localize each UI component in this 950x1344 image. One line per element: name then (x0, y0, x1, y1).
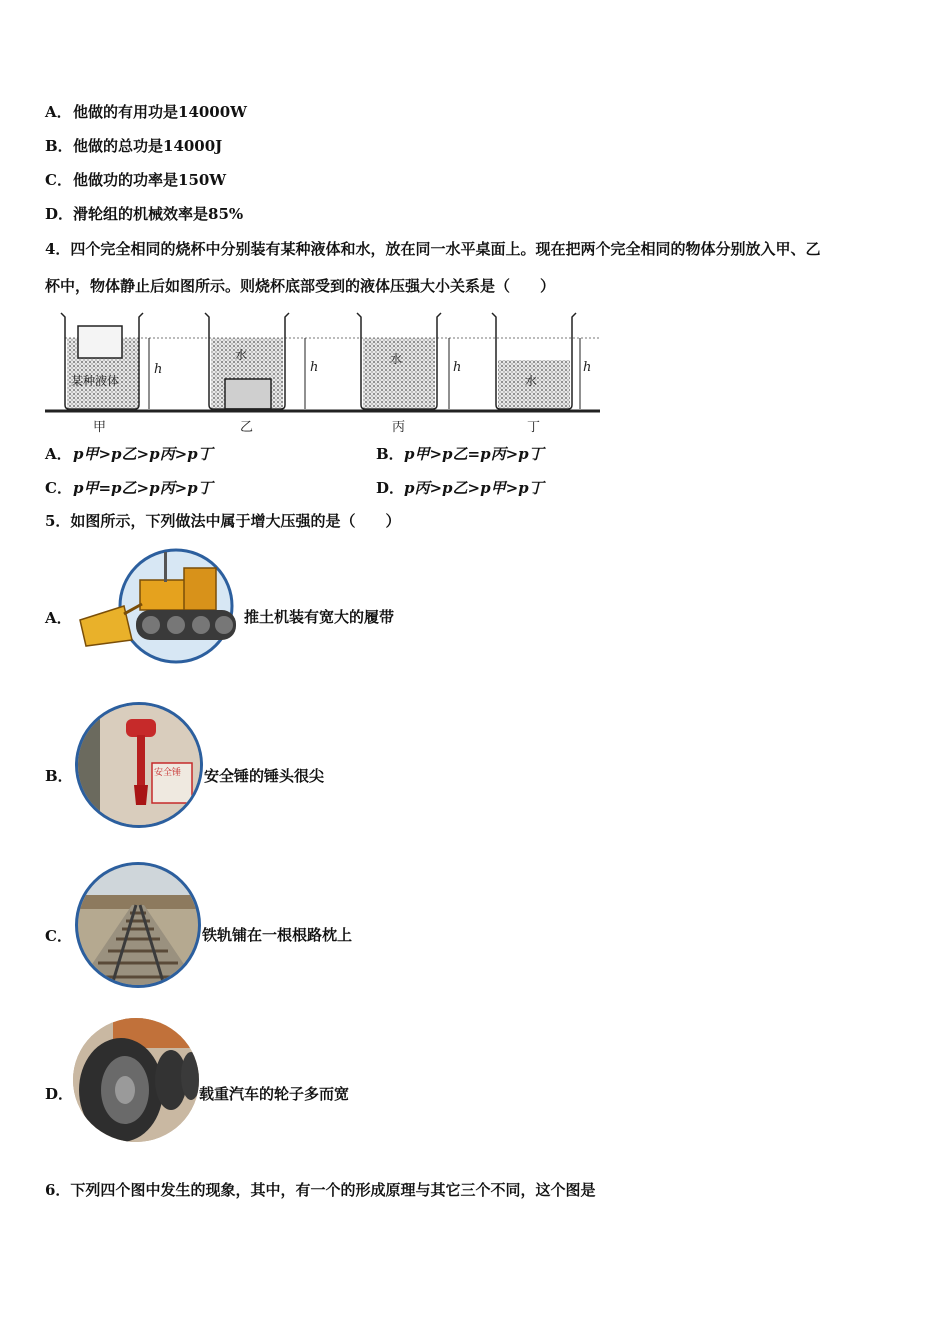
option-letter: D． (45, 205, 74, 223)
q4-option-c[interactable] (45, 478, 213, 498)
option-text: p丙>p乙>p甲>p丁 (404, 479, 544, 497)
beaker-label-bing: 丙 (392, 420, 406, 435)
option-letter: C． (45, 479, 72, 497)
q3-option-a[interactable] (45, 102, 247, 122)
q5-option-b-caption: 安全锤的锤头很尖 (204, 767, 325, 785)
beaker-label-yi: 乙 (240, 420, 254, 435)
q5-option-d-letter[interactable]: D． (45, 1085, 74, 1103)
beaker-jia (61, 313, 149, 409)
bulldozer-image (76, 548, 246, 668)
option-text: 他做功的功率是150W (73, 171, 227, 189)
height-label: h (310, 360, 319, 375)
beaker-yi (205, 313, 305, 409)
q4-stem-line2: 杯中，物体静止后如图所示。则烧杯底部受到的液体压强大小关系是（ ） (45, 277, 556, 295)
safety-hammer-image (75, 702, 203, 828)
safety-hammer-sign: 安全锤 (154, 768, 182, 778)
option-letter: B． (376, 445, 404, 463)
liquid-label-bing: 水 (390, 352, 403, 366)
option-text: 他做的总功是14000J (73, 137, 223, 155)
option-text: p甲>p乙=p丙>p丁 (404, 445, 544, 463)
height-label: h (453, 360, 462, 375)
option-text: p甲>p乙>p丙>p丁 (73, 445, 213, 463)
height-label: h (154, 362, 163, 377)
q5-option-a-letter[interactable]: A． (45, 609, 72, 627)
q5-option-c-caption: 铁轨铺在一根根路枕上 (202, 926, 353, 944)
q5-option-b-letter[interactable]: B． (45, 767, 73, 785)
option-text: p甲=p乙>p丙>p丁 (73, 479, 213, 497)
option-letter: B． (45, 137, 73, 155)
q3-option-c[interactable] (45, 170, 226, 190)
object-sunk (225, 379, 271, 409)
option-letter: A． (45, 103, 72, 121)
beaker-figure (45, 305, 600, 435)
height-label: h (583, 360, 592, 375)
truck-wheels-image (73, 1018, 199, 1142)
beaker-ding (492, 313, 580, 409)
q5-stem: 5．如图所示，下列做法中属于增大压强的是（ ） (45, 512, 401, 530)
object-floating (78, 326, 122, 358)
q5-option-d-caption: 载重汽车的轮子多而宽 (199, 1085, 350, 1103)
railway-image (75, 862, 201, 988)
q5-option-c-letter[interactable]: C． (45, 927, 72, 945)
option-letter: C． (45, 171, 72, 189)
q3-option-b[interactable] (45, 136, 222, 156)
beaker-bing (357, 313, 449, 409)
q3-option-d[interactable] (45, 204, 243, 224)
option-letter: D． (376, 479, 405, 497)
beaker-label-ding: 丁 (527, 420, 541, 435)
beaker-label-jia: 甲 (93, 420, 107, 435)
q4-option-a[interactable] (45, 444, 213, 464)
q5-option-a-caption: 推土机装有宽大的履带 (244, 608, 395, 626)
q4-stem-line1: 4．四个完全相同的烧杯中分别装有某种液体和水，放在同一水平桌面上。现在把两个完全相同的物体分别放入甲、乙 (45, 240, 821, 258)
q4-option-b[interactable] (376, 444, 544, 464)
option-text: 他做的有用功是14000W (73, 103, 248, 121)
q6-stem: 6．下列四个图中发生的现象，其中，有一个的形成原理与其它三个不同，这个图是 (45, 1181, 596, 1199)
q4-option-d[interactable] (376, 478, 544, 498)
option-letter: A． (45, 445, 72, 463)
option-text: 滑轮组的机械效率是85% (73, 205, 244, 223)
liquid-label-jia: 某种液体 (71, 374, 120, 388)
beaker-diagram (45, 305, 600, 435)
liquid-label-yi: 水 (235, 348, 248, 362)
liquid-label-ding: 水 (525, 374, 538, 388)
